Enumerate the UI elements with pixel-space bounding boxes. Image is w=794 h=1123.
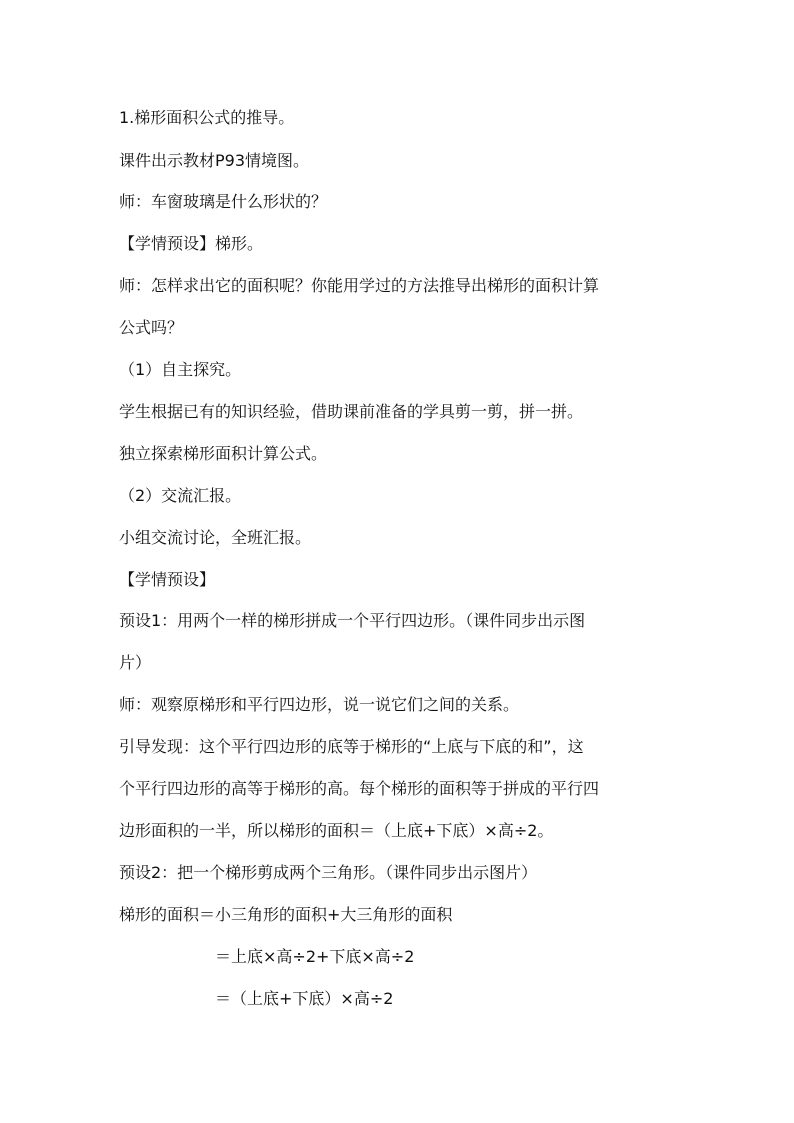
formula-line: 梯形的面积＝小三角形的面积+大三角形的面积 bbox=[119, 905, 453, 924]
paragraph-line: 【学情预设】梯形。 bbox=[119, 234, 264, 253]
paragraph-line: （2）交流汇报。 bbox=[119, 486, 242, 505]
paragraph-line: 学生根据已有的知识经验，借助课前准备的学具剪一剪，拼一拼。 bbox=[119, 402, 584, 421]
paragraph-line: 师：车窗玻璃是什么形状的？ bbox=[119, 192, 328, 211]
paragraph-line: 独立探索梯形面积计算公式。 bbox=[119, 444, 328, 463]
paragraph-line: 公式吗？ bbox=[119, 318, 184, 337]
paragraph-line: （1）自主探究。 bbox=[119, 360, 242, 379]
paragraph-line: 片） bbox=[119, 653, 152, 672]
paragraph-line: 师：观察原梯形和平行四边形，说一说它们之间的关系。 bbox=[119, 695, 520, 714]
paragraph-line: 预设2：把一个梯形剪成两个三角形。（课件同步出示图片） bbox=[119, 863, 538, 882]
paragraph-line: 预设1：用两个一样的梯形拼成一个平行四边形。（课件同步出示图 bbox=[119, 611, 586, 630]
paragraph-line: 课件出示教材P93情境图。 bbox=[119, 151, 310, 170]
paragraph-line: 个平行四边形的高等于梯形的高。每个梯形的面积等于拼成的平行四 bbox=[119, 779, 600, 798]
section-heading: 1.梯形面积公式的推导。 bbox=[119, 108, 295, 127]
formula-line: ＝上底×高÷2+下底×高÷2 bbox=[215, 947, 415, 966]
paragraph-line: 小组交流讨论，全班汇报。 bbox=[119, 528, 312, 547]
paragraph-line: 【学情预设】 bbox=[119, 570, 216, 589]
formula-line: ＝（上底+下底）×高÷2 bbox=[215, 989, 394, 1008]
paragraph-line: 师：怎样求出它的面积呢？你能用学过的方法推导出梯形的面积计算 bbox=[119, 276, 600, 295]
paragraph-line: 边形面积的一半，所以梯形的面积＝（上底+下底）×高÷2。 bbox=[119, 821, 554, 840]
paragraph-line: 引导发现：这个平行四边形的底等于梯形的“上底与下底的和”，这 bbox=[119, 737, 584, 756]
